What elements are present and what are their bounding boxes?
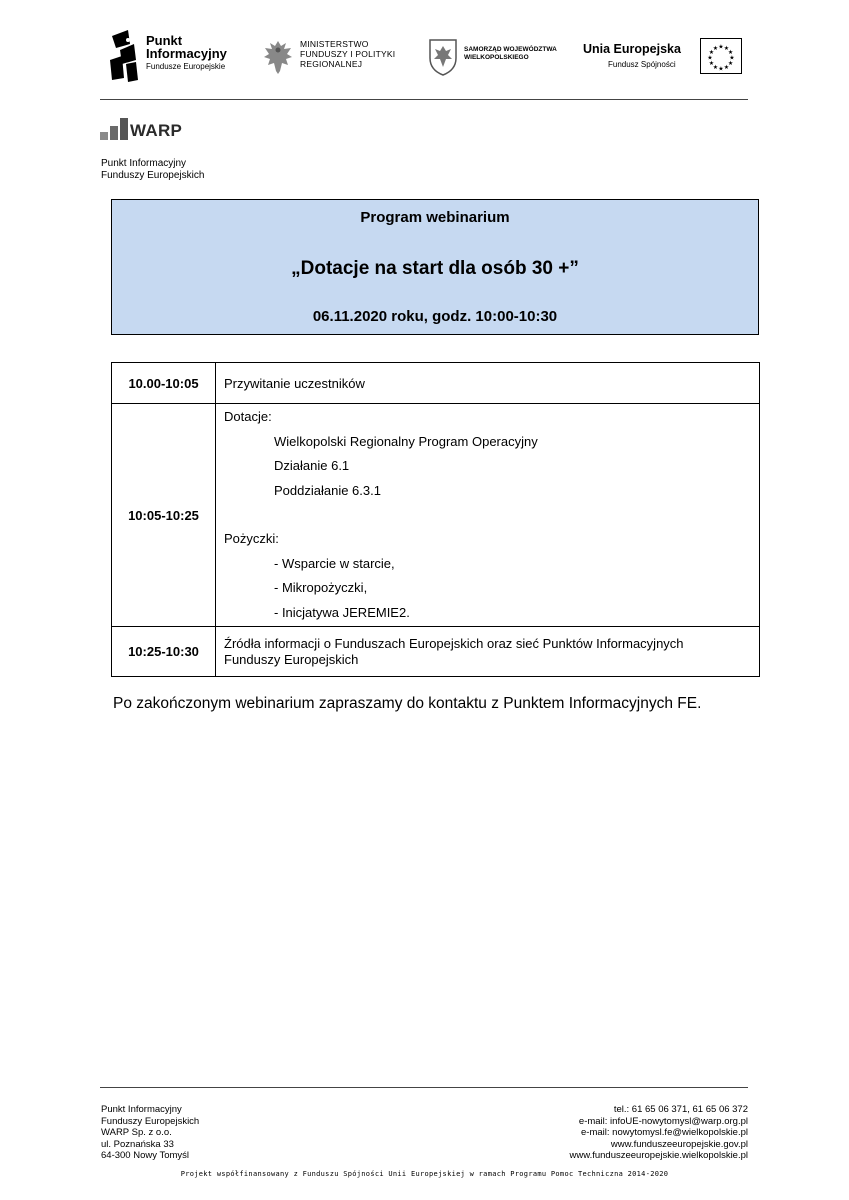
footer-website-link[interactable]: www.funduszeeuropejskie.wielkopolskie.pl	[569, 1150, 748, 1162]
eu-star-icon: ★	[723, 46, 730, 53]
footer-website-link[interactable]: www.funduszeeuropejskie.gov.pl	[610, 1138, 748, 1150]
dotacje-item: Działanie 6.1	[274, 458, 350, 473]
row-time: 10:25-10:30	[112, 627, 216, 677]
table-row	[112, 627, 760, 677]
logo-ue-line2: Fundusz Spójności	[608, 60, 676, 69]
logo-ministerstwo-line1: MINISTERSTWO	[300, 39, 369, 49]
logo-punkt-line3: Fundusze Europejskie	[146, 62, 226, 71]
table-row	[112, 363, 760, 404]
footer-address	[101, 1104, 199, 1162]
footer-divider	[100, 1087, 748, 1088]
eu-star-icon: ★	[723, 65, 730, 72]
table-row	[112, 404, 760, 627]
punkt-informacyjny-logo	[108, 30, 238, 82]
eu-star-icon: ★	[712, 65, 719, 72]
unia-europejska-logo	[580, 38, 745, 78]
logo-ue-line1: Unia Europejska	[583, 42, 681, 56]
warp-caption-line1: Punkt Informacyjny	[101, 158, 187, 169]
footer-left-line: WARP Sp. z o.o.	[101, 1127, 172, 1139]
row-description	[216, 627, 760, 677]
logo-ministerstwo-line2: FUNDUSZY I POLITYKI	[300, 48, 396, 59]
pozyczki-item: - Mikropożyczki,	[274, 580, 368, 595]
eu-star-icon: ★	[718, 44, 724, 51]
project-funding-note: Projekt współfinansowany z Funduszu Spójności Unii Europejskiej w ramach Programu Pomoc Techniczna 2014-2020	[180, 1170, 669, 1178]
pozyczki-label: Pożyczki:	[224, 531, 279, 546]
logo-samorzad-line1: SAMORZĄD WOJEWÓDZTWA	[464, 46, 557, 53]
closing-text: Po zakończonym webinarium zapraszamy do kontaktu z Punktem Informacyjnych FE.	[113, 695, 702, 712]
eu-star-icon: ★	[718, 66, 724, 73]
dotacje-label: Dotacje:	[224, 409, 272, 424]
samorzad-logo	[428, 38, 558, 78]
coat-of-arms-shield-icon	[428, 38, 458, 76]
program-heading: Program webinarium	[360, 209, 510, 226]
pozyczki-item: - Inicjatywa JEREMIE2.	[274, 604, 410, 620]
eu-star-icon: ★	[707, 55, 713, 62]
eu-star-icon: ★	[729, 55, 735, 62]
warp-caption	[101, 158, 204, 182]
dotacje-item: Poddziałanie 6.3.1	[274, 482, 381, 498]
eu-star-icon: ★	[727, 61, 734, 68]
footer-email-link[interactable]: e-mail: nowytomysl.fe@wielkopolskie.pl	[581, 1127, 748, 1139]
pozyczki-item: - Wsparcie w starcie,	[274, 555, 395, 571]
logo-punkt-line2: Informacyjny	[146, 46, 227, 61]
polish-eagle-icon	[262, 38, 294, 76]
logo-samorzad-line2: WIELKOPOLSKIEGO	[464, 54, 529, 62]
footer-left-line: ul. Poznańska 33	[101, 1138, 174, 1150]
eu-star-icon: ★	[727, 50, 734, 57]
spacer	[224, 503, 759, 527]
webinar-title-box	[111, 199, 759, 335]
warp-caption-line2: Funduszy Europejskich	[101, 170, 205, 181]
eu-star-icon: ★	[708, 61, 715, 68]
footer-left-line: Funduszy Europejskich	[101, 1115, 200, 1127]
footer-left-line: Punkt Informacyjny	[101, 1104, 182, 1115]
row-time: 10:05-10:25	[112, 404, 216, 627]
punkt-informacyjny-emblem-icon	[108, 30, 140, 82]
ministerstwo-logo	[262, 38, 412, 78]
footer-contacts	[570, 1104, 748, 1162]
program-table	[111, 362, 760, 677]
eu-star-icon: ★	[712, 46, 719, 53]
row-description-line1: Źródła informacji o Funduszach Europejskich oraz sieć Punktów Informacyjnych	[224, 635, 684, 651]
row-description-line2: Funduszy Europejskich	[224, 651, 359, 667]
warp-squares-icon	[100, 118, 128, 146]
row-time: 10.00-10:05	[112, 363, 216, 404]
row-description: Przywitanie uczestników	[216, 363, 760, 404]
row-description	[216, 404, 760, 627]
warp-logo	[100, 118, 200, 146]
header-divider	[100, 99, 748, 100]
logo-punkt-line1: Punkt	[146, 33, 183, 48]
footer-email-link[interactable]: e-mail: infoUE-nowytomysl@warp.org.pl	[578, 1115, 748, 1127]
webinar-title: „Dotacje na start dla osób 30 +”	[291, 258, 579, 279]
logo-ministerstwo-line3: REGIONALNEJ	[300, 58, 363, 69]
warp-logo-text: WARP	[130, 121, 183, 140]
eu-star-icon: ★	[708, 50, 715, 57]
footer-left-line: 64-300 Nowy Tomyśl	[101, 1150, 190, 1162]
eu-flag-icon	[700, 38, 742, 74]
footer-phone: tel.: 61 65 06 371, 61 65 06 372	[613, 1104, 748, 1115]
dotacje-item: Wielkopolski Regionalny Program Operacyjny	[274, 433, 538, 449]
webinar-date: 06.11.2020 roku, godz. 10:00-10:30	[312, 308, 558, 325]
